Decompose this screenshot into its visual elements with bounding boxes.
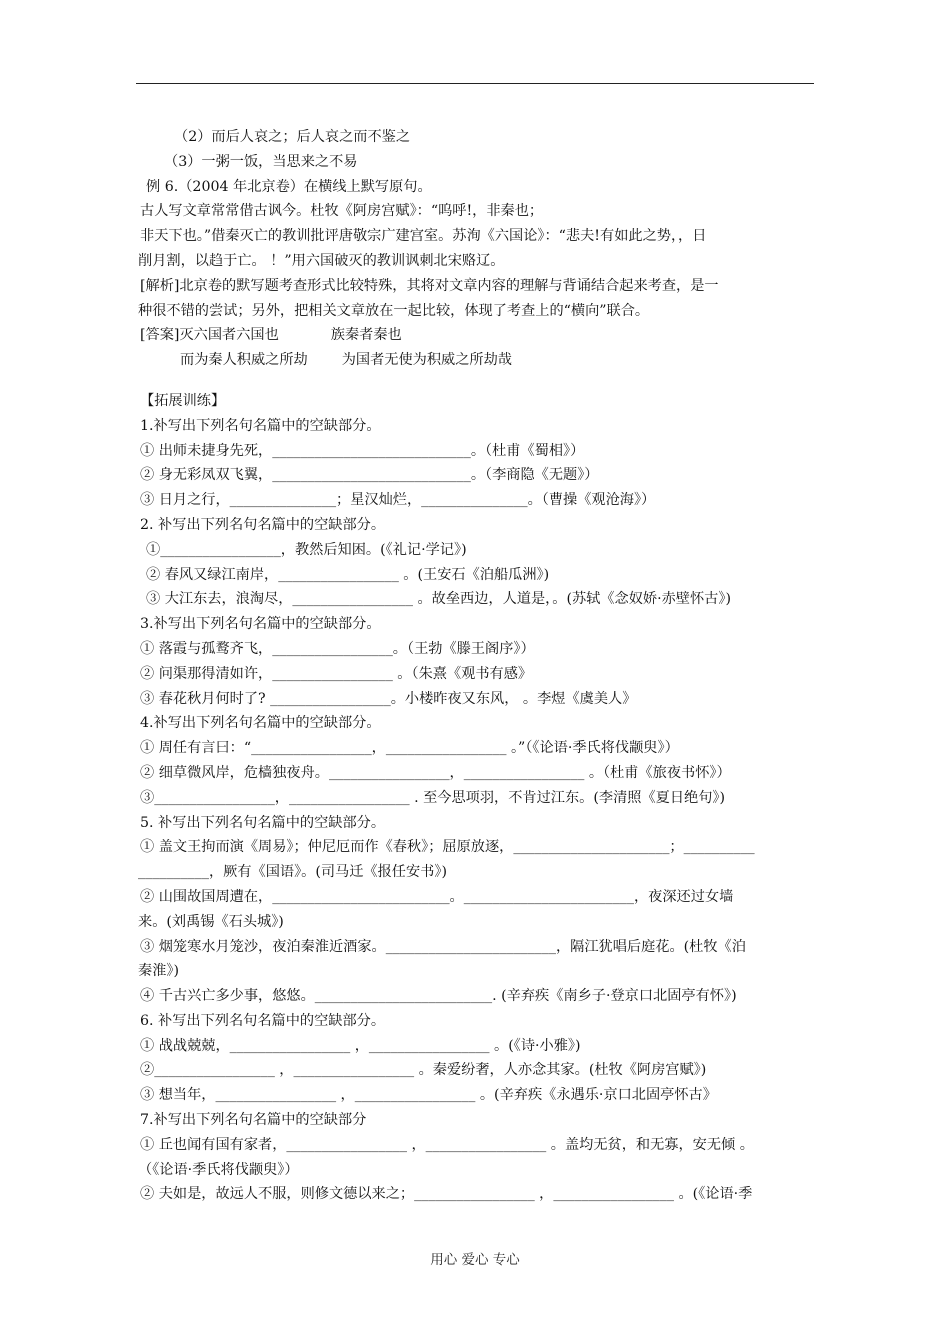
question-item: ② 山围故国周遭在，_________________________。________________________，夜深还过女墙: [140, 888, 734, 905]
question-item: ② 身无彩凤双飞翼，____________________________。（李商隐《无题》）: [140, 467, 599, 484]
question-title: 2. 补写出下列名句名篇中的空缺部分。: [140, 516, 386, 533]
question-item: ① 盖文王拘而演《周易》；仲尼厄而作《春秋》；屈原放逐，______________________；__________: [140, 839, 755, 856]
text-line: [解析]北京卷的默写题考查形式比较特殊，其将对文章内容的理解与背诵结合起来考查，是一: [140, 277, 719, 294]
answer-line: [138, 323, 816, 348]
text-line: 非天下也。”借秦灭亡的教训批评唐敬宗广建宫室。苏洵《六国论》：“悲夫!有如此之势，，日: [140, 228, 707, 245]
text-line: 种很不错的尝试；另外，把相关文章放在一起比较，体现了考查上的“横向”联合。: [138, 302, 650, 319]
question-title: 5. 补写出下列名句名篇中的空缺部分。: [140, 814, 386, 831]
text-line: （3）一粥一饭，当思来之不易: [164, 153, 358, 170]
question-item: ① 周任有言曰：“_________________，_________________ 。”（《论语·季氏将伐颛臾》）: [140, 740, 679, 757]
question-item: ④ 千古兴亡多少事，悠悠。_________________________. (辛弃疾《南乡子·登京口北固亭有怀》): [140, 988, 737, 1005]
question-item: ① 丘也闻有国有家者，_________________ ，_________________ 。盖均无贫，和无寡，安无倾 。: [140, 1136, 754, 1153]
question-item: ③_________________，_________________ . 至今思项羽，不肯过江东。(李清照《夏日绝句》): [140, 789, 726, 806]
question-item: ② 春风又绿江南岸，_________________ 。(王安石《泊船瓜洲》): [146, 566, 550, 583]
answer-part: 为国者无使为积威之所劫哉: [341, 352, 512, 369]
text-line: 削月割，以趋于亡。 ！”用六国破灭的教训讽刺北宋赂辽。: [138, 252, 505, 269]
text-line: （2）而后人哀之；后人哀之而不鉴之: [174, 129, 411, 145]
question-item: ③ 烟笼寒水月笼沙，夜泊秦淮近酒家。________________________，隔江犹唱后庭花。(杜牧《泊: [140, 938, 746, 955]
question-title: 1.补写出下列名句名篇中的空缺部分。: [140, 417, 381, 434]
question-item: ① 战战兢兢，_________________ ，_________________ 。(《诗·小雅》): [140, 1037, 581, 1054]
question-item-cont: （《论语·季氏将伐颛臾》）: [138, 1161, 299, 1178]
question-item: ②_________________ ，_________________ 。秦爱纷奢，人亦念其家。(杜牧《阿房宫赋》): [140, 1062, 707, 1079]
question-item: ② 问渠那得清如许，_________________ 。（朱熹《观书有感》: [140, 665, 533, 682]
question-item-cont: __________，厥有《国语》。(司马迁《报任安书》): [138, 864, 447, 881]
question-title: 3.补写出下列名句名篇中的空缺部分。: [140, 616, 381, 633]
question-item-cont: 秦淮》): [138, 963, 179, 980]
question-item: ③ 日月之行，_______________；星汉灿烂，_______________。（曹操《观沧海》）: [140, 492, 656, 509]
question-item: ② 细草微风岸，危樯独夜舟。_________________，_________________ 。（杜甫《旅夜书怀》）: [140, 764, 731, 781]
answer-part: [答案]灭六国者六国也: [140, 327, 279, 344]
question-title: 7.补写出下列名句名篇中的空缺部分: [140, 1112, 367, 1129]
text-line: 古人写文章常常借古讽今。杜牧《阿房宫赋》：“呜呼!，非秦也；: [140, 203, 544, 220]
question-item: ① 落霞与孤鹜齐飞，_________________。（王勃《滕王阁序》）: [140, 640, 535, 657]
question-title: 6. 补写出下列名句名篇中的空缺部分。: [140, 1012, 386, 1029]
page-footer: 用心 爱心 专心: [430, 1252, 520, 1268]
question-item: ① 出师未捷身先死，____________________________。（杜甫《蜀相》）: [140, 442, 585, 459]
document-body: [138, 125, 816, 1207]
question-item: ② 夫如是，故远人不服，则修文德以来之；_________________ ，_________________ 。(《论语·季: [140, 1186, 753, 1203]
question-item: ③ 春花秋月何时了? _________________。小楼昨夜又东风， 。李煜《虞美人》: [140, 690, 637, 707]
question-item: ③ 大江东去，浪淘尽，_________________ 。故垒西边，人道是，。(苏轼《念奴娇·赤壁怀古》): [146, 591, 731, 608]
answer-line: [138, 348, 816, 373]
question-title: 4.补写出下列名句名篇中的空缺部分。: [140, 715, 381, 732]
text-line: 例 6.（2004 年北京卷）在横线上默写原句。: [146, 178, 432, 195]
header-rule: [136, 83, 814, 84]
question-item: ①_________________，教然后知困。(《礼记·学记》): [146, 541, 467, 558]
question-item-cont: 来。(刘禹锡《石头城》): [138, 913, 284, 930]
answer-part: 族秦者秦也: [330, 327, 402, 344]
answer-part: 而为秦人积威之所劫: [180, 352, 308, 369]
section-heading: 【拓展训练】: [140, 392, 226, 409]
question-item: ③ 想当年，_________________ ，_________________ 。(辛弃疾《永遇乐·京口北固亭怀古》: [140, 1087, 717, 1104]
